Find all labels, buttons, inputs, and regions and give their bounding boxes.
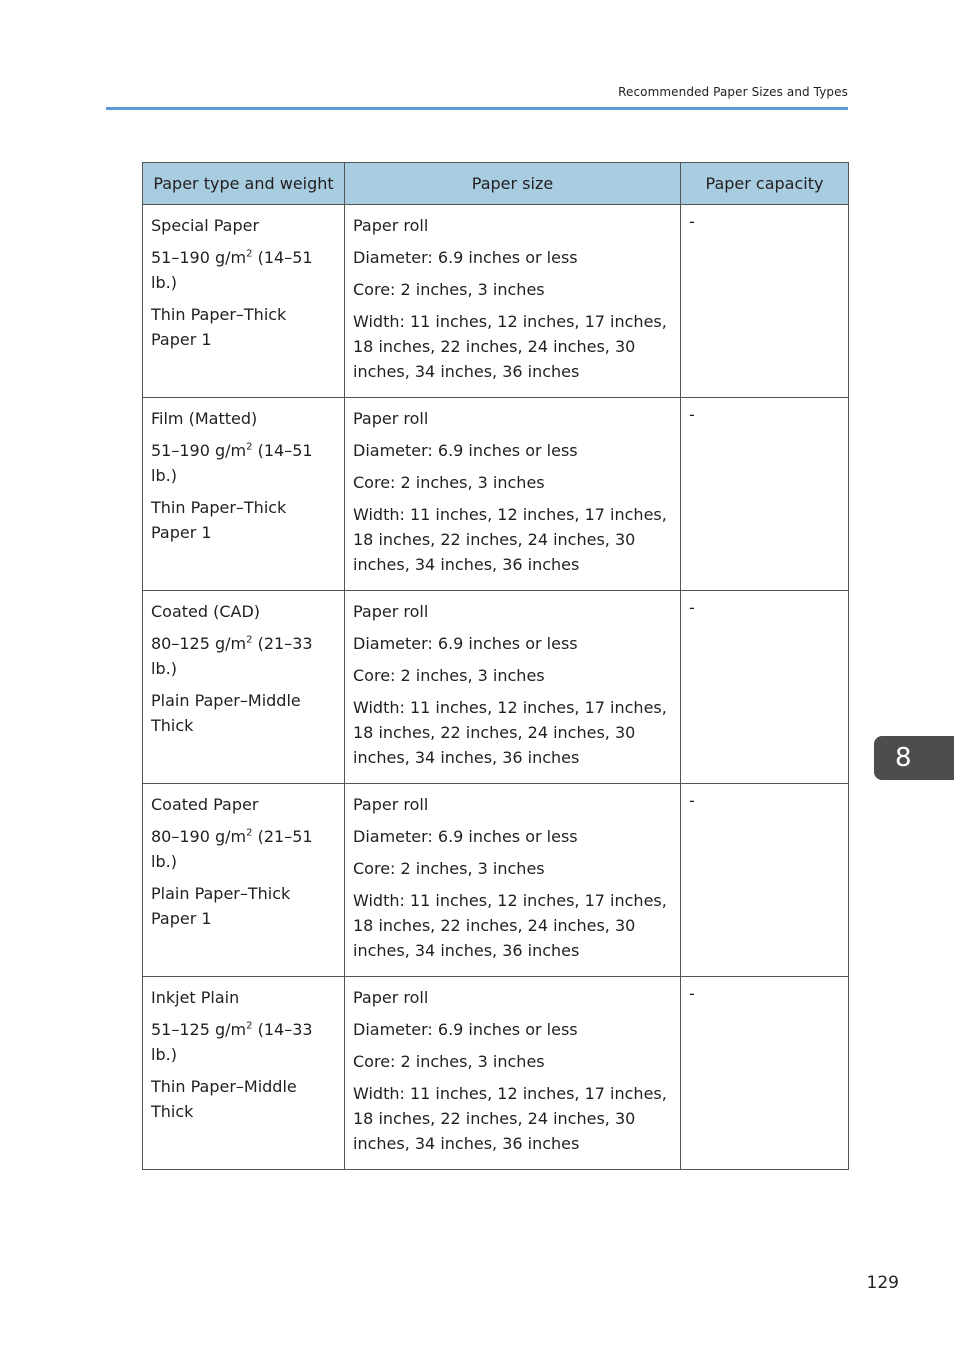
size-core: Core: 2 inches, 3 inches <box>353 280 545 299</box>
paper-capacity-cell: - <box>681 784 849 977</box>
type-weight-cell <box>143 398 345 591</box>
size-diameter: Diameter: 6.9 inches or less <box>353 441 578 460</box>
paper-type: Coated (CAD) <box>151 602 261 621</box>
table-row <box>143 977 849 1170</box>
header-rule <box>106 107 848 110</box>
paper-grade: Thin Paper–Thick Paper 1 <box>151 305 287 349</box>
weight-value: 80–190 g/m <box>151 827 247 846</box>
size-core: Core: 2 inches, 3 inches <box>353 1052 545 1071</box>
paper-capacity-cell: - <box>681 977 849 1170</box>
size-form: Paper roll <box>353 602 429 621</box>
size-core: Core: 2 inches, 3 inches <box>353 666 545 685</box>
size-width: Width: 11 inches, 12 inches, 17 inches, 18 inches, 22 inches, 24 inches, 30 inches, 34 inches, 36 inches <box>353 698 667 767</box>
size-diameter: Diameter: 6.9 inches or less <box>353 1020 578 1039</box>
weight-exponent: 2 <box>246 248 253 260</box>
paper-spec-table <box>142 162 849 1170</box>
paper-weight <box>151 631 336 681</box>
weight-lb: (14–33 lb.) <box>151 1020 313 1064</box>
paper-grade: Thin Paper–Thick Paper 1 <box>151 498 287 542</box>
type-weight-cell <box>143 784 345 977</box>
paper-weight <box>151 245 336 295</box>
column-header-paper-size: Paper size <box>345 163 681 205</box>
paper-weight <box>151 1017 336 1067</box>
chapter-tab: 8 <box>874 736 954 780</box>
paper-weight <box>151 438 336 488</box>
size-diameter: Diameter: 6.9 inches or less <box>353 827 578 846</box>
paper-size-cell <box>345 398 681 591</box>
weight-exponent: 2 <box>246 827 253 839</box>
size-diameter: Diameter: 6.9 inches or less <box>353 248 578 267</box>
weight-lb: (14–51 lb.) <box>151 441 313 485</box>
table-row <box>143 205 849 398</box>
paper-grade: Plain Paper–Middle Thick <box>151 691 301 735</box>
weight-value: 80–125 g/m <box>151 634 247 653</box>
weight-value: 51–190 g/m <box>151 248 247 267</box>
weight-exponent: 2 <box>246 634 253 646</box>
page-number: 129 <box>866 1273 899 1293</box>
paper-capacity-cell: - <box>681 398 849 591</box>
table-row <box>143 398 849 591</box>
table-row <box>143 784 849 977</box>
table-header-row <box>143 163 849 205</box>
weight-lb: (14–51 lb.) <box>151 248 313 292</box>
paper-type: Film (Matted) <box>151 409 258 428</box>
size-form: Paper roll <box>353 216 429 235</box>
paper-type: Special Paper <box>151 216 260 235</box>
size-core: Core: 2 inches, 3 inches <box>353 859 545 878</box>
size-width: Width: 11 inches, 12 inches, 17 inches, 18 inches, 22 inches, 24 inches, 30 inches, 34 inches, 36 inches <box>353 1084 667 1153</box>
type-weight-cell <box>143 977 345 1170</box>
paper-size-cell <box>345 977 681 1170</box>
paper-type: Inkjet Plain <box>151 988 240 1007</box>
paper-capacity-cell: - <box>681 205 849 398</box>
paper-grade: Plain Paper–Thick Paper 1 <box>151 884 291 928</box>
column-header-paper-capacity: Paper capacity <box>681 163 849 205</box>
size-width: Width: 11 inches, 12 inches, 17 inches, 18 inches, 22 inches, 24 inches, 30 inches, 34 inches, 36 inches <box>353 891 667 960</box>
paper-type: Coated Paper <box>151 795 259 814</box>
paper-grade: Thin Paper–Middle Thick <box>151 1077 297 1121</box>
weight-exponent: 2 <box>246 441 253 453</box>
paper-capacity-cell: - <box>681 591 849 784</box>
weight-value: 51–190 g/m <box>151 441 247 460</box>
table-row <box>143 591 849 784</box>
size-form: Paper roll <box>353 409 429 428</box>
size-width: Width: 11 inches, 12 inches, 17 inches, 18 inches, 22 inches, 24 inches, 30 inches, 34 inches, 36 inches <box>353 312 667 381</box>
size-core: Core: 2 inches, 3 inches <box>353 473 545 492</box>
size-form: Paper roll <box>353 988 429 1007</box>
weight-lb: (21–33 lb.) <box>151 634 313 678</box>
type-weight-cell <box>143 591 345 784</box>
size-form: Paper roll <box>353 795 429 814</box>
paper-size-cell <box>345 205 681 398</box>
weight-exponent: 2 <box>246 1020 253 1032</box>
size-diameter: Diameter: 6.9 inches or less <box>353 634 578 653</box>
running-header-title: Recommended Paper Sizes and Types <box>618 85 848 99</box>
size-width: Width: 11 inches, 12 inches, 17 inches, 18 inches, 22 inches, 24 inches, 30 inches, 34 inches, 36 inches <box>353 505 667 574</box>
paper-size-cell <box>345 591 681 784</box>
weight-value: 51–125 g/m <box>151 1020 247 1039</box>
paper-size-cell <box>345 784 681 977</box>
paper-weight <box>151 824 336 874</box>
type-weight-cell <box>143 205 345 398</box>
weight-lb: (21–51 lb.) <box>151 827 313 871</box>
column-header-type-weight: Paper type and weight <box>143 163 345 205</box>
